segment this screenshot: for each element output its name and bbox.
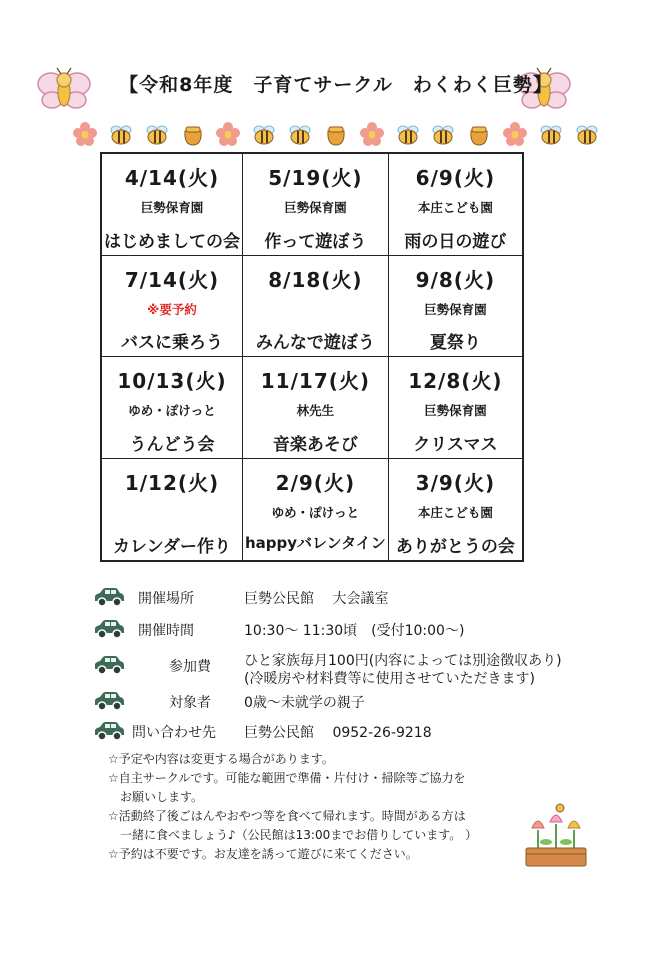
cell-event: ありがとうの会 [395, 537, 515, 557]
bee-icon [430, 121, 456, 147]
cell-event: みんなで遊ぼう [255, 333, 375, 353]
note-line: お願いします。 [108, 790, 204, 804]
target-label: 対象者 [169, 695, 211, 711]
flower-icon [359, 121, 385, 147]
cell-date: 5/19(火) [268, 166, 363, 190]
note-line: ☆活動終了後ごはんやおやつ等を食べて帰れます。時間がある方は [108, 809, 466, 823]
cell-date: 10/13(火) [117, 369, 227, 393]
cell-event: 雨の日の遊び [404, 231, 507, 252]
bee-icon [574, 121, 600, 147]
schedule-cell [243, 154, 389, 256]
cell-event: カレンダー作り [113, 537, 231, 557]
honey-pot-icon [180, 121, 206, 147]
flower-icon [502, 121, 528, 147]
honey-pot-icon [323, 121, 349, 147]
place-value: 巨勢公民館 大会議室 [244, 591, 389, 607]
cell-venue: 本庄こども園 [417, 200, 493, 216]
note-line: ☆予定や内容は変更する場合があります。 [108, 752, 334, 766]
time-value: 10:30～ 11:30頃 (受付10:00～) [244, 623, 465, 639]
car-icon [92, 690, 126, 712]
schedule-cell [389, 357, 522, 459]
time-label: 開催時間 [138, 623, 194, 639]
bee-icon [108, 121, 134, 147]
schedule-cell [102, 459, 243, 561]
cell-event: バスに乗ろう [121, 333, 223, 353]
note-line: ☆予約は不要です。お友達を誘って遊びに来てください。 [108, 847, 418, 861]
cell-event: 音楽あそび [272, 434, 358, 455]
flower-icon [215, 121, 241, 147]
cell-date: 1/12(火) [124, 470, 220, 495]
cell-venue: 巨勢保育園 [424, 403, 487, 419]
schedule-table [100, 152, 524, 562]
note-line: ☆自主サークルです。可能な範囲で準備・片付け・掃除等ご協力を [108, 771, 466, 785]
fee-value-line-1: ひと家族毎月100円(内容によっては別途徴収あり) [244, 653, 562, 669]
cell-venue: 巨勢保育園 [284, 200, 347, 216]
schedule-cell [243, 357, 389, 459]
cell-venue: ゆめ・ぽけっと [128, 403, 216, 419]
cell-date: 4/14(火) [124, 166, 220, 190]
note-line: 一緒に食べましょう♪（公民館は13:00までお借りしています。 ） [108, 828, 478, 842]
place-label: 開催場所 [138, 591, 194, 607]
schedule-cell [102, 357, 243, 459]
cell-venue: 林先生 [296, 403, 335, 419]
cell-date: 2/9(火) [275, 470, 356, 495]
cell-date: 3/9(火) [415, 470, 496, 495]
schedule-cell [389, 459, 522, 561]
cell-event: 作って遊ぼう [264, 231, 367, 252]
fee-value-line-2: (冷暖房や材料費等に使用させていただきます) [244, 671, 535, 687]
decoration-row [72, 120, 600, 148]
bee-icon [538, 121, 564, 147]
target-value: 0歳～未就学の親子 [244, 695, 365, 711]
bee-icon [251, 121, 277, 147]
cell-venue: 巨勢保育園 [424, 301, 487, 317]
cell-event: happyバレンタイン [245, 534, 386, 552]
schedule-cell [102, 256, 243, 358]
cell-venue: ゆめ・ぽけっと [271, 505, 360, 521]
schedule-cell [102, 154, 243, 256]
reservation-required-note: ※要予約 [147, 301, 197, 317]
flower-pot-icon [520, 800, 592, 868]
cell-event: はじめましての会 [104, 231, 240, 252]
schedule-cell [243, 459, 389, 561]
schedule-cell [389, 154, 522, 256]
cell-event: クリスマス [413, 434, 498, 455]
flower-icon [72, 121, 98, 147]
contact-label: 問い合わせ先 [132, 725, 216, 741]
cell-event: うんどう会 [129, 434, 215, 455]
bee-icon [395, 121, 421, 147]
page-title: 【令和8年度 子育てサークル わくわく巨勢】 [119, 74, 553, 96]
cell-venue: 本庄こども園 [417, 505, 493, 521]
car-icon [92, 720, 126, 742]
cell-date: 9/8(火) [415, 267, 496, 292]
car-icon [92, 618, 126, 640]
schedule-cell [243, 256, 389, 358]
cell-date: 11/17(火) [260, 369, 371, 393]
cell-event: 夏祭り [429, 333, 481, 353]
contact-value: 巨勢公民館 0952-26-9218 [244, 725, 432, 741]
cell-date: 8/18(火) [268, 267, 363, 292]
bee-icon [144, 121, 170, 147]
cell-date: 6/9(火) [415, 166, 496, 190]
bee-icon [287, 121, 313, 147]
cell-date: 12/8(火) [408, 369, 503, 393]
fee-label: 参加費 [169, 659, 211, 675]
schedule-cell [389, 256, 522, 358]
cell-date: 7/14(火) [124, 267, 220, 292]
car-icon [92, 586, 126, 608]
notes-section [108, 750, 528, 864]
cell-venue: 巨勢保育園 [140, 200, 204, 216]
car-icon [92, 654, 126, 676]
honey-pot-icon [466, 121, 492, 147]
